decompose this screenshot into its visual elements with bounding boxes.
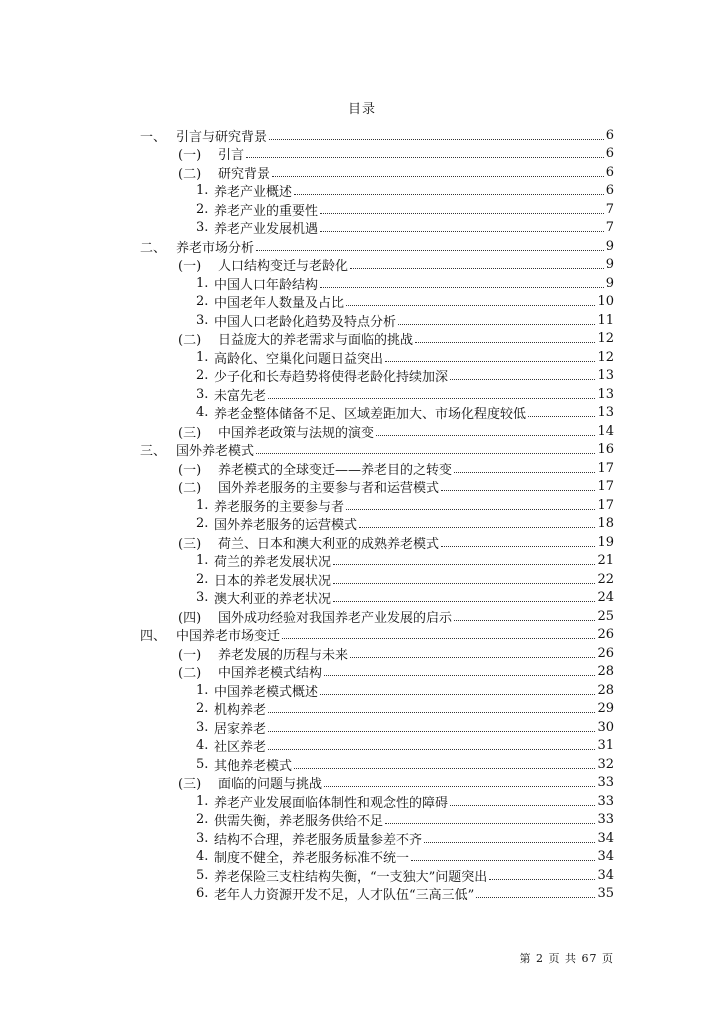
toc-entry-title: 中国人口老龄化趋势及特点分析 [214,314,397,330]
toc-entry-page: 35 [597,886,614,901]
toc-entry-number: (一) [178,148,202,163]
toc-entry-page: 31 [597,738,614,753]
toc-entry-title: 少子化和长寿趋势将使得老龄化持续加深 [214,370,449,385]
toc-entry-page: 34 [597,849,614,864]
toc-entry[interactable] [196,866,614,884]
toc-entry-number: 1. [196,183,209,198]
toc-entry-title: 养老发展的历程与未来 [218,647,349,663]
toc-entry-number: (三) [178,536,202,552]
toc-entry[interactable] [196,570,614,588]
toc-entry-page: 14 [597,423,614,439]
toc-entry[interactable] [196,829,614,847]
toc-entry-page: 17 [597,479,614,494]
toc-entry-number: 3. [196,830,209,846]
toc-entry-page: 13 [597,368,614,383]
toc-entry-page: 22 [597,571,614,587]
toc-entry-title: 养老产业概述 [214,185,293,200]
toc-entry-number: 2. [196,571,209,587]
toc-entry-number: 3. [196,590,209,605]
toc-leader-dots [268,398,595,399]
toc-entry-number: 3. [196,312,209,328]
toc-entry-number: 1. [196,793,209,809]
toc-entry-number: 2. [196,516,209,531]
toc-entry-title: 养老保险三支柱结构失衡，“一支独大”问题突出 [214,869,488,885]
toc-leader-dots [268,712,595,713]
toc-entry[interactable] [196,404,614,422]
toc-entry-page: 12 [597,331,614,346]
toc-entry[interactable] [196,496,614,514]
toc-leader-dots [350,268,604,269]
toc-entry-page: 29 [597,701,614,716]
toc-entry-title: 养老产业的重要性 [214,203,319,219]
toc-entry-title: 养老模式的全球变迁——养老目的之转变 [218,462,453,478]
toc-entry[interactable] [140,237,614,255]
toc-leader-dots [424,842,595,843]
toc-leader-dots [282,638,595,639]
toc-entry[interactable] [196,293,614,311]
toc-leader-dots [528,416,595,417]
toc-entry-number: 3. [196,386,209,402]
toc-leader-dots [346,509,595,510]
toc-entry[interactable] [140,441,614,459]
toc-leader-dots [385,823,595,824]
toc-entry-title: 机构养老 [214,703,267,718]
toc-leader-dots [333,583,595,584]
toc-entry-title: 中国老年人数量及占比 [214,296,345,311]
toc-entry-page: 6 [605,127,614,143]
toc-leader-dots [256,250,604,251]
toc-entry-number: 1. [196,682,209,698]
toc-entry[interactable] [196,681,614,699]
toc-entry-page: 30 [597,719,614,735]
toc-entry[interactable] [140,626,614,644]
toc-entry-page: 18 [597,516,614,531]
toc-entry[interactable] [178,459,614,477]
toc-entry-number: 一、 [140,129,167,145]
toc-entry-number: (一) [178,462,202,478]
toc-leader-dots [450,379,595,380]
toc-entry[interactable] [196,348,614,366]
toc-leader-dots [294,768,595,769]
toc-entry-title: 养老金整体储备不足、区域差距加大、市场化程度较低 [214,407,527,422]
toc-entry[interactable] [178,330,614,348]
toc-entry-page: 32 [597,756,614,772]
toc-entry-page: 9 [605,257,614,272]
page-footer: 第 2 页 共 67 页 [519,952,614,965]
toc-entry-title: 其他养老模式 [214,758,293,774]
toc-entry-number: 2. [196,201,209,217]
toc-entry-title: 结构不合理，养老服务质量参差不齐 [214,832,423,848]
toc-entry[interactable] [196,552,614,570]
toc-entry-number: 2. [196,812,209,827]
toc-entry-page: 26 [597,627,614,642]
toc-entry[interactable] [140,126,614,144]
toc-leader-dots [324,786,595,787]
toc-entry-page: 9 [605,275,614,291]
toc-leader-dots [385,361,595,362]
toc-entry-page: 26 [597,645,614,661]
toc-entry-page: 33 [597,812,614,827]
toc-entry-title: 高龄化、空巢化问题日益突出 [214,351,384,367]
toc-entry[interactable] [178,774,614,792]
toc-entry-number: 5. [196,867,209,883]
toc-leader-dots [350,657,595,658]
toc-leader-dots [454,472,595,473]
toc-entry-number: 1. [196,275,209,291]
toc-entry[interactable] [178,663,614,681]
toc-entry-number: 4. [196,405,209,420]
toc-entry-title: 制度不健全，养老服务标准不统一 [214,851,410,866]
toc-entry-page: 17 [597,460,614,476]
toc-leader-dots [450,805,595,806]
toc-leader-dots [398,324,595,325]
toc-leader-dots [441,490,595,491]
toc-entry-page: 6 [605,146,614,161]
toc-leader-dots [333,564,595,565]
toc-entry[interactable] [178,607,614,625]
toc-entry-title: 居家养老 [214,721,267,737]
toc-entry-number: 5. [196,756,209,772]
toc-entry-title: 国外成功经验对我国养老产业发展的启示 [218,610,453,626]
toc-leader-dots [359,527,595,528]
toc-entry-title: 养老市场分析 [176,240,255,256]
toc-entry-page: 28 [597,682,614,698]
toc-leader-dots [320,213,604,214]
toc-entry-number: (二) [178,333,202,348]
toc-leader-dots [346,305,595,306]
toc-leader-dots [320,231,604,232]
toc-entry-title: 面临的问题与挑战 [218,777,323,792]
toc-entry-page: 11 [597,312,614,328]
toc-leader-dots [268,749,595,750]
toc-entry-title: 澳大利亚的养老状况 [214,592,332,607]
toc-leader-dots [294,194,604,195]
toc-entry-number: (二) [178,481,202,496]
toc-entry-page: 10 [597,294,614,309]
toc-leader-dots [476,897,595,898]
toc-entry[interactable] [178,256,614,274]
toc-entry-number: 6. [196,886,209,901]
toc-entry-title: 国外养老服务的运营模式 [214,518,358,533]
toc-entry-page: 6 [605,183,614,198]
toc-entry-number: 3. [196,220,209,235]
toc-entry[interactable] [178,163,614,181]
toc-leader-dots [415,342,595,343]
toc-entry[interactable] [196,700,614,718]
toc-entry-title: 中国人口年龄结构 [214,277,319,293]
toc-entry[interactable] [178,478,614,496]
toc-entry[interactable] [196,385,614,403]
toc-entry[interactable] [196,182,614,200]
toc-entry-page: 28 [597,664,614,679]
toc-entry[interactable] [196,885,614,903]
toc-entry[interactable] [178,422,614,440]
toc-entry-number: (一) [178,647,202,663]
toc-entry-number: (三) [178,425,202,441]
toc-entry-number: (二) [178,166,202,182]
toc-leader-dots [489,879,595,880]
toc-entry-number: (二) [178,666,202,681]
toc-entry[interactable] [196,737,614,755]
toc-leader-dots [246,157,604,158]
toc-entry-title: 研究背景 [218,166,271,182]
toc-entry-title: 引言 [218,148,245,163]
toc-entry-title: 中国养老市场变迁 [176,629,281,644]
toc-entry-number: 二、 [140,240,167,256]
toc-leader-dots [411,860,595,861]
toc-entry-number: (一) [178,259,202,274]
toc-entry-title: 国外养老模式 [176,444,255,459]
toc-entry-title: 人口结构变迁与老龄化 [218,259,349,274]
toc-leader-dots [454,620,595,621]
toc-entry-title: 养老产业发展面临体制性和观念性的障碍 [214,795,449,811]
toc-entry-number: (三) [178,777,202,792]
toc-entry[interactable] [178,145,614,163]
toc-leader-dots [268,731,595,732]
toc-entry-number: 三、 [140,444,167,459]
toc-leader-dots [269,139,604,140]
toc-leader-dots [441,546,595,547]
toc-entry-number: (四) [178,610,202,626]
toc-leader-dots [272,176,604,177]
toc-leader-dots [333,601,595,602]
toc-entry[interactable] [196,718,614,736]
toc-entry[interactable] [196,811,614,829]
toc-entry-title: 养老服务的主要参与者 [214,499,345,515]
toc-entry-title: 荷兰的养老发展状况 [214,555,332,570]
toc-entry-number: 2. [196,368,209,383]
toc-entry-title: 荷兰、日本和澳大利亚的成熟养老模式 [218,536,440,552]
toc-entry-page: 16 [597,442,614,457]
toc-entry-page: 33 [597,793,614,809]
toc-entry-page: 9 [605,238,614,254]
toc-entry[interactable] [196,219,614,237]
toc-entry-title: 养老产业发展机遇 [214,222,319,237]
page-title: 目录 [347,102,376,117]
toc-entry-page: 7 [605,201,614,217]
toc-entry-number: 1. [196,497,209,513]
toc-entry[interactable] [196,311,614,329]
toc-leader-dots [320,287,604,288]
toc-leader-dots [256,453,595,454]
toc-entry-number: 1. [196,553,209,568]
toc-entry[interactable] [196,367,614,385]
toc-entry-page: 34 [597,830,614,846]
toc-entry[interactable] [196,589,614,607]
toc-entry-title: 引言与研究背景 [176,129,268,145]
toc-entry-title: 中国养老模式结构 [218,666,323,681]
toc-entry-page: 7 [605,220,614,235]
toc-entry-page: 25 [597,608,614,624]
toc-entry-page: 6 [605,164,614,180]
toc-leader-dots [320,694,595,695]
toc-entry-title: 未富先老 [214,388,267,404]
toc-entry-page: 12 [597,349,614,365]
toc-entry-number: 3. [196,719,209,735]
toc-entry-number: 2. [196,294,209,309]
toc-entry-page: 19 [597,534,614,550]
toc-entry-title: 社区养老 [214,740,267,755]
toc-entry-title: 老年人力资源开发不足，人才队伍“三高三低” [214,888,475,903]
toc-entry[interactable] [196,200,614,218]
toc-entry-number: 1. [196,349,209,365]
toc-entry-number: 2. [196,701,209,716]
toc-entry-page: 34 [597,867,614,883]
toc-leader-dots [376,435,595,436]
toc-entry-page: 33 [597,775,614,790]
toc-entry[interactable] [196,755,614,773]
toc-entry-title: 中国养老政策与法规的演变 [218,425,375,441]
toc-entry-page: 17 [597,497,614,513]
toc-entry[interactable] [178,533,614,551]
toc-entry[interactable] [196,848,614,866]
toc-entry-title: 日益庞大的养老需求与面临的挑战 [218,333,414,348]
toc-entry[interactable] [178,644,614,662]
toc-entry-title: 供需失衡，养老服务供给不足 [214,814,384,829]
toc-entry-page: 21 [597,553,614,568]
toc-entry-page: 13 [597,386,614,402]
toc-entry-page: 24 [597,590,614,605]
toc-entry-title: 国外养老服务的主要参与者和运营模式 [218,481,440,496]
toc-entry-page: 13 [597,405,614,420]
toc-entry-title: 日本的养老发展状况 [214,573,332,589]
toc-entry[interactable] [196,515,614,533]
toc-entry[interactable] [196,792,614,810]
toc-entry[interactable] [196,274,614,292]
toc-leader-dots [324,675,595,676]
toc-entry-number: 4. [196,738,209,753]
toc-entry-title: 中国养老模式概述 [214,684,319,700]
toc-entry-number: 4. [196,849,209,864]
toc-entry-number: 四、 [140,629,167,644]
